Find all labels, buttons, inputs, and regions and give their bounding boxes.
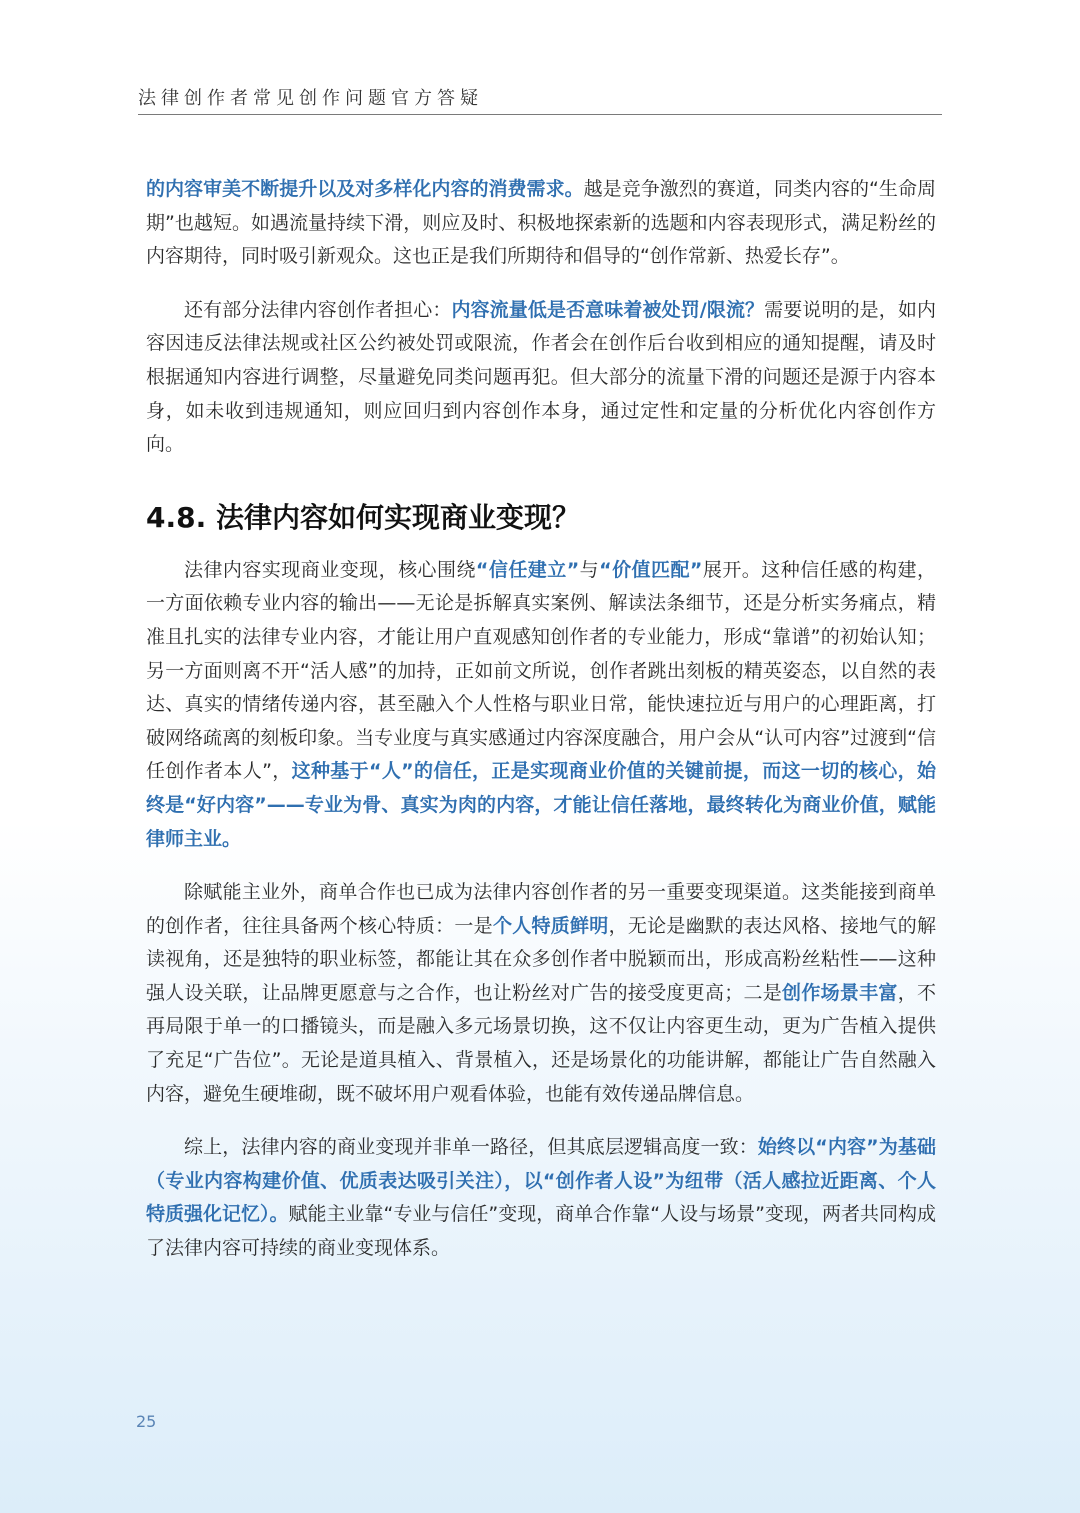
body-text: 越是竞争激烈的赛道，同类内容的“生命周期”也越短。如遇流量持续下滑，则应及时、积极地探索新的选题和内容表现形式，满足粉丝的内容期待，同时吸引新观众。这也正是我们所期待和倡导的“创作常新、热爱长存”。: [146, 178, 936, 268]
body-text: 还有部分法律内容创作者担心：: [184, 298, 452, 321]
highlight-text: 的内容审美不断提升以及对多样化内容的消费需求。: [146, 178, 584, 200]
paragraph-4: [146, 876, 936, 1111]
body-text: 法律内容实现商业变现，核心围绕: [184, 558, 476, 581]
body-text: 展开。这种信任感的构建，一方面依赖专业内容的输出——无论是拆解真实案例、解读法条细节，还是分析实务痛点，精准且扎实的法律专业内容，才能让用户直观感知创作者的专业能力，形成“靠谱”的初始认知；另一方面则离不开“活人感”的加持，正如前文所说，创作者跳出刻板的精英姿态，以自然的表达、真实的情绪传递内容，甚至融入个人性格与职业日常，能快速拉近与用户的心理距离，打破网络疏离的刻板印象。当专业度与真实感通过内容深度融合，用户会从“认可内容”过渡到“信任创作者本人”，: [146, 558, 936, 783]
running-header: 法律创作者常见创作问题官方答疑: [138, 88, 483, 109]
paragraph-1: [146, 173, 936, 274]
highlight-text: 内容流量低是否意味着被处罚/限流？: [451, 298, 765, 321]
body-text: 赋能主业靠“专业与信任”变现，商单合作靠“人设与场景”变现，两者共同构成了法律内容可持续的商业变现体系。: [146, 1203, 936, 1260]
body-text: 与: [579, 558, 600, 581]
body-text: 除赋能主业外，商单合作也已成为法律内容创作者的另一重要变现渠道。这类能接到商单的创作者，往往具备两个核心特质：一是: [146, 881, 936, 937]
highlight-text: 个人特质鲜明: [492, 914, 609, 937]
section-heading: 4.8. 法律内容如何实现商业变现？: [146, 500, 580, 534]
highlight-text: 创作场景丰富: [782, 981, 898, 1004]
highlight-text: 始终以“内容”为基础（专业内容构建价值、优质表达吸引关注），以“创作者人设”为纽带（活人感拉近距离、个人特质强化记忆）。: [146, 1136, 936, 1226]
body-text: 综上，法律内容的商业变现并非单一路径，但其底层逻辑高度一致：: [184, 1136, 758, 1159]
document-body: [146, 173, 936, 1286]
body-text: 需要说明的是，如内容因违反法律法规或社区公约被处罚或限流，作者会在创作后台收到相应的通知提醒，请及时根据通知内容进行调整，尽量避免同类问题再犯。但大部分的流量下滑的问题还是源于内容本身，如未收到违规通知，则应回归到内容创作本身，通过定性和定量的分析优化内容创作方向。: [146, 298, 936, 456]
paragraph-2: [146, 294, 936, 462]
paragraph-3: [146, 554, 936, 856]
highlight-text: “信任建立”: [475, 558, 580, 581]
header-divider: [138, 114, 942, 115]
body-text: ，无论是幽默的表达风格、接地气的解读视角，还是独特的职业标签，都能让其在众多创作者中脱颖而出，形成高粉丝粘性——这种强人设关联，让品牌更愿意与之合作，也让粉丝对广告的接受度更高；二是: [146, 914, 936, 1004]
highlight-text: “价值匹配”: [599, 558, 703, 581]
paragraph-5: [146, 1131, 936, 1265]
body-text: ，不再局限于单一的口播镜头，而是融入多元场景切换，这不仅让内容更生动，更为广告植入提供了充足“广告位”。无论是道具植入、背景植入，还是场景化的功能讲解，都能让广告自然融入内容，避免生硬堆砌，既不破坏用户观看体验，也能有效传递品牌信息。: [146, 981, 936, 1105]
highlight-text: 这种基于“人”的信任，正是实现商业价值的关键前提，而这一切的核心，始终是“好内容”——专业为骨、真实为肉的内容，才能让信任落地，最终转化为商业价值，赋能律师主业。: [146, 760, 936, 850]
page-number: 25: [136, 1412, 157, 1431]
